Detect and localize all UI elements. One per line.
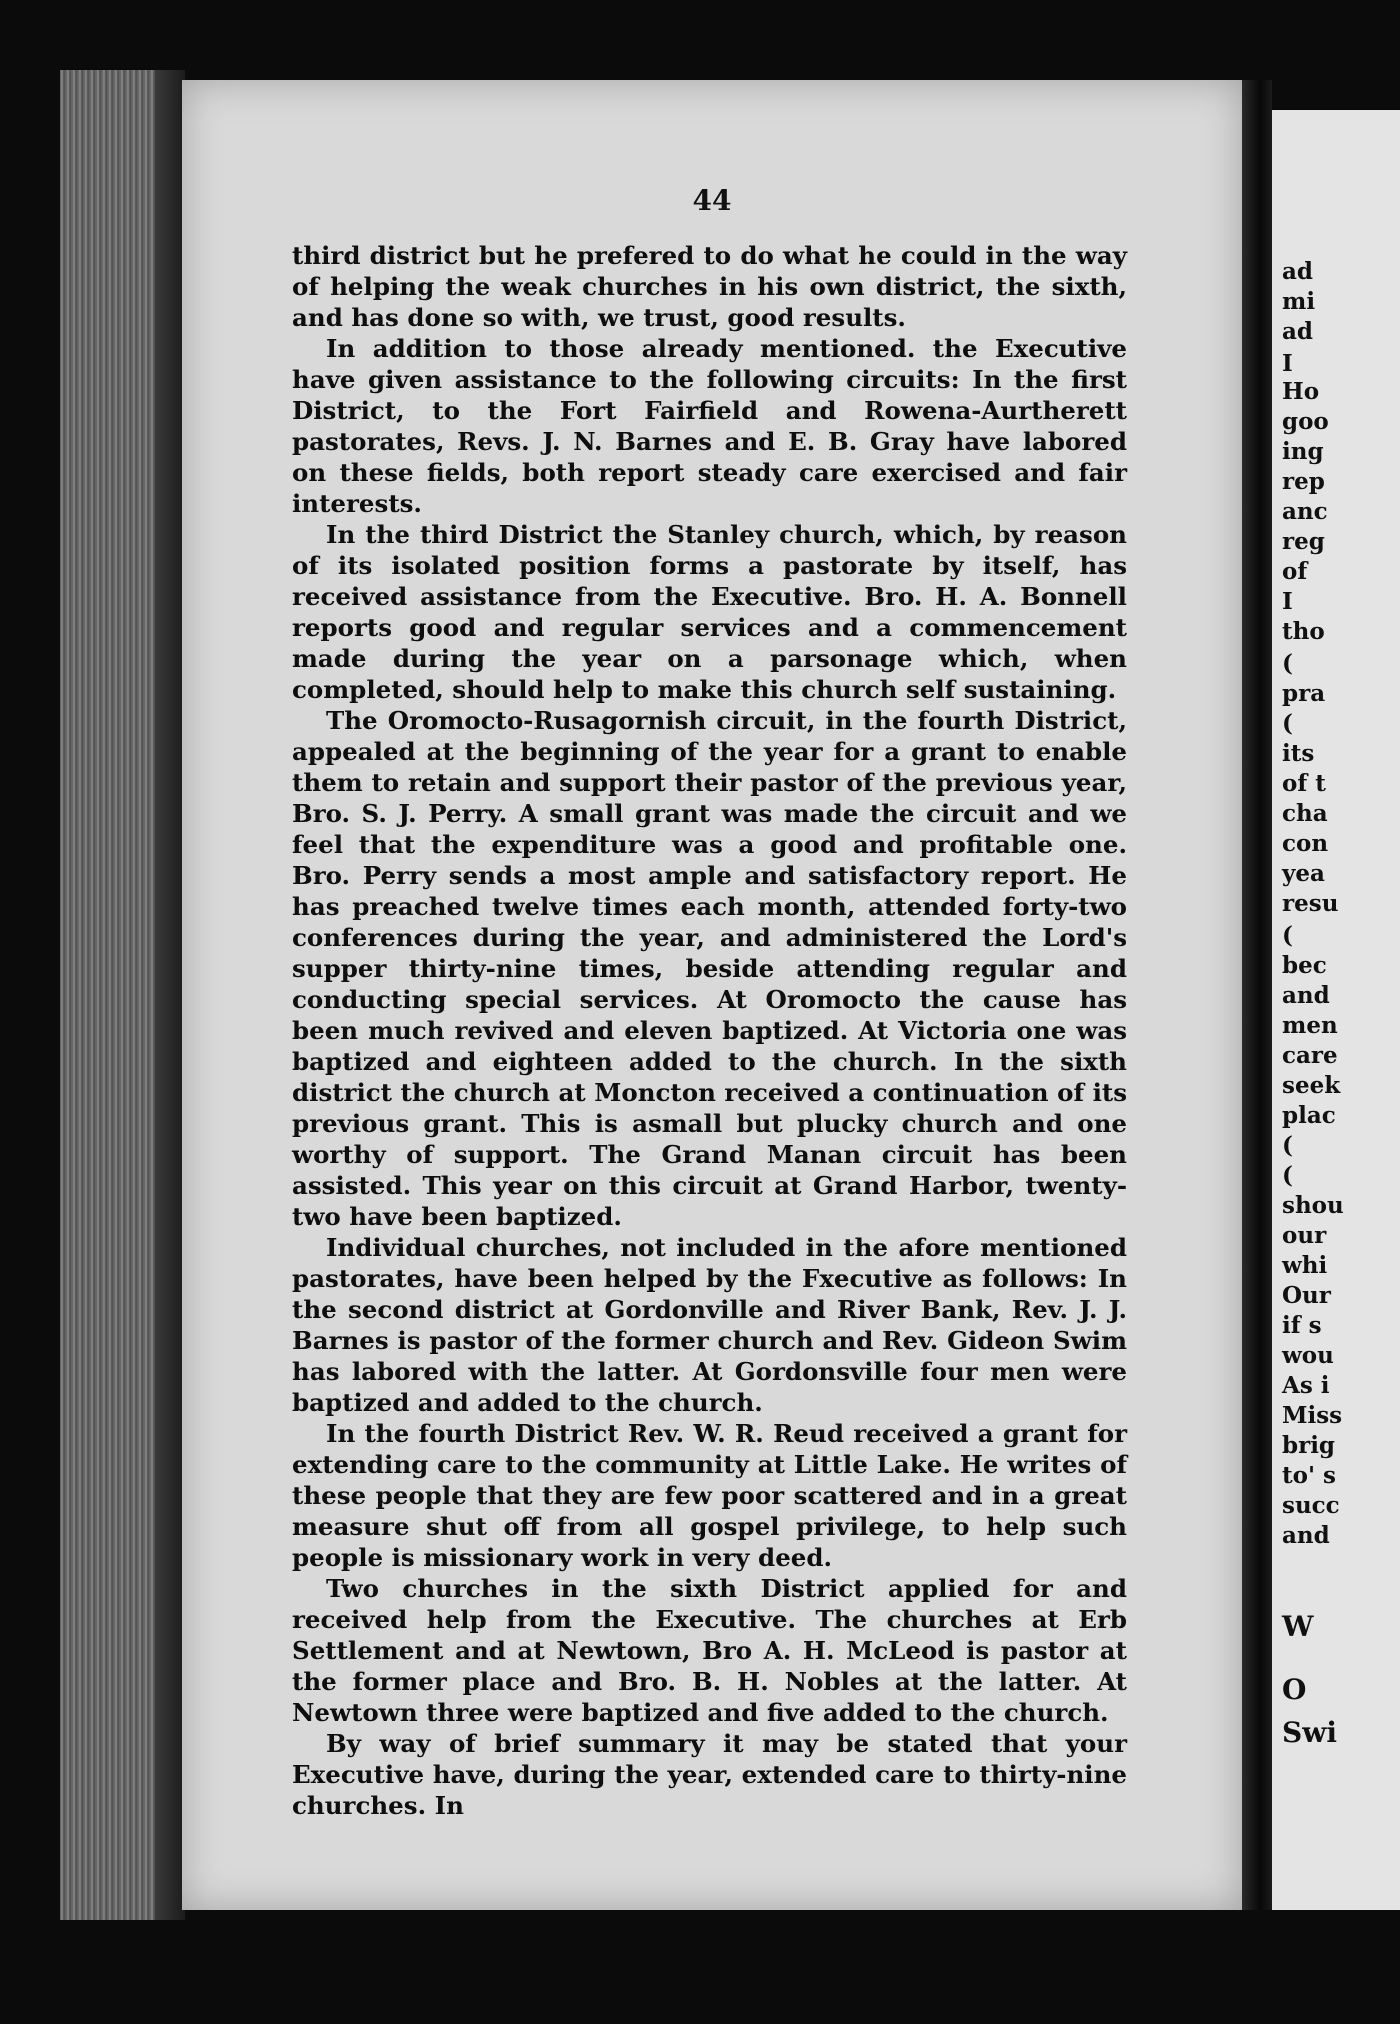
- body-text: [292, 240, 1127, 1821]
- facing-fragment: anc: [1282, 498, 1328, 525]
- facing-fragment: its: [1282, 740, 1315, 767]
- facing-fragment: Swi: [1282, 1716, 1337, 1749]
- facing-fragment: men: [1282, 1012, 1338, 1039]
- facing-fragment: Miss: [1282, 1402, 1343, 1429]
- facing-fragment: con: [1282, 830, 1329, 857]
- facing-fragment: and: [1282, 982, 1330, 1009]
- facing-fragment: (: [1282, 710, 1293, 737]
- paragraph: The Oromocto-Rusagornish circuit, in the fourth District, appealed at the beginning of the year for a grant to enable them to retain and support their pastor of the previous year, Bro. S. J. Perry. A small grant was made the circuit and we feel that the expenditure was a good and profitable one. Bro. Perry sends a most ample and satisfactory report. He has preached twelve times each month, attended forty-two conferences during the year, and administered the Lord's supper thirty-nine times, beside attending regular and conducting special services. At Oromocto the cause has been much revived and eleven baptized. At Victoria one was baptized and eighteen added to the church. In the sixth district the church at Moncton received a continuation of its previous grant. This is asmall but plucky church and one worthy of support. The Grand Manan circuit has been assisted. This year on this circuit at Grand Harbor, twenty-two have been baptized.: [292, 706, 1127, 1231]
- facing-fragment: cha: [1282, 800, 1328, 827]
- facing-fragment: (: [1282, 1162, 1293, 1189]
- facing-fragment: tho: [1282, 618, 1325, 645]
- facing-fragment: whi: [1282, 1252, 1328, 1279]
- facing-fragment: shou: [1282, 1192, 1344, 1219]
- paragraph: third district but he prefered to do what he could in the way of helping the weak churches in his own district, the sixth, and has done so with, we trust, good results.: [292, 241, 1127, 332]
- facing-fragment: goo: [1282, 408, 1329, 435]
- facing-fragment: (: [1282, 650, 1293, 677]
- facing-fragment: wou: [1282, 1342, 1334, 1369]
- facing-fragment: O: [1282, 1673, 1307, 1706]
- facing-fragment: of t: [1282, 770, 1326, 797]
- facing-fragment: mi: [1282, 288, 1316, 315]
- facing-fragment: ad: [1282, 318, 1313, 345]
- facing-fragment: reg: [1282, 528, 1325, 555]
- facing-fragment: and: [1282, 1522, 1330, 1549]
- facing-fragment: (: [1282, 922, 1293, 949]
- facing-fragment: Ho: [1282, 378, 1320, 405]
- facing-fragment: pra: [1282, 680, 1326, 707]
- facing-fragment: As i: [1282, 1372, 1330, 1399]
- facing-fragment: brig: [1282, 1432, 1336, 1459]
- facing-fragment: yea: [1282, 860, 1325, 887]
- facing-fragment: I: [1282, 588, 1293, 615]
- facing-fragment: rep: [1282, 468, 1325, 495]
- facing-fragment: care: [1282, 1042, 1338, 1069]
- facing-fragment: resu: [1282, 890, 1339, 917]
- paragraph: In the fourth District Rev. W. R. Reud received a grant for extending care to the community at Little Lake. He writes of these people that they are few poor scattered and in a great measure shut off from all gospel privilege, to help such people is missionary work in very deed.: [292, 1419, 1127, 1572]
- facing-fragment: of: [1282, 558, 1308, 585]
- page-number: 44: [692, 184, 732, 217]
- facing-fragment: bec: [1282, 952, 1327, 979]
- document-page: [182, 80, 1242, 1910]
- facing-fragment: succ: [1282, 1492, 1340, 1519]
- paragraph: By way of brief summary it may be stated that your Executive have, during the year, extended care to thirty-nine churches. In: [292, 1729, 1127, 1820]
- facing-fragment: to' s: [1282, 1462, 1336, 1489]
- paragraph: In the third District the Stanley church, which, by reason of its isolated position forms a pastorate by itself, has received assistance from the Executive. Bro. H. A. Bonnell reports good and regular services and a commencement made during the year on a parsonage which, when completed, should help to make this church self sustaining.: [292, 520, 1127, 704]
- facing-fragment: plac: [1282, 1102, 1336, 1129]
- facing-fragment: our: [1282, 1222, 1327, 1249]
- facing-fragment: W: [1282, 1610, 1314, 1643]
- facing-fragment: ad: [1282, 258, 1313, 285]
- facing-page: [1272, 110, 1400, 1910]
- facing-fragment: Our: [1282, 1282, 1331, 1309]
- page-gutter: [1242, 80, 1272, 1910]
- facing-fragment: (: [1282, 1132, 1293, 1159]
- facing-fragment: seek: [1282, 1072, 1341, 1099]
- paragraph: Individual churches, not included in the afore mentioned pastorates, have been helped by the Fxecutive as follows: In the second district at Gordonville and River Bank, Rev. J. J. Barnes is pastor of the former church and Rev. Gideon Swim has labored with the latter. At Gordonsville four men were baptized and added to the church.: [292, 1233, 1127, 1417]
- facing-fragment: ing: [1282, 438, 1324, 465]
- facing-fragment: I: [1282, 350, 1293, 377]
- facing-fragment: if s: [1282, 1312, 1322, 1339]
- paragraph: Two churches in the sixth District applied for and received help from the Executive. The churches at Erb Settlement and at Newtown, Bro A. H. McLeod is pastor at the former place and Bro. B. H. Nobles at the latter. At Newtown three were baptized and five added to the church.: [292, 1574, 1127, 1727]
- book-binding-shadow: [155, 70, 185, 1920]
- paragraph: In addition to those already mentioned. the Executive have given assistance to the following circuits: In the first District, to the Fort Fairfield and Rowena-Aurtherett pastorates, Revs. J. N. Barnes and E. B. Gray have labored on these fields, both report steady care exercised and fair interests.: [292, 334, 1127, 518]
